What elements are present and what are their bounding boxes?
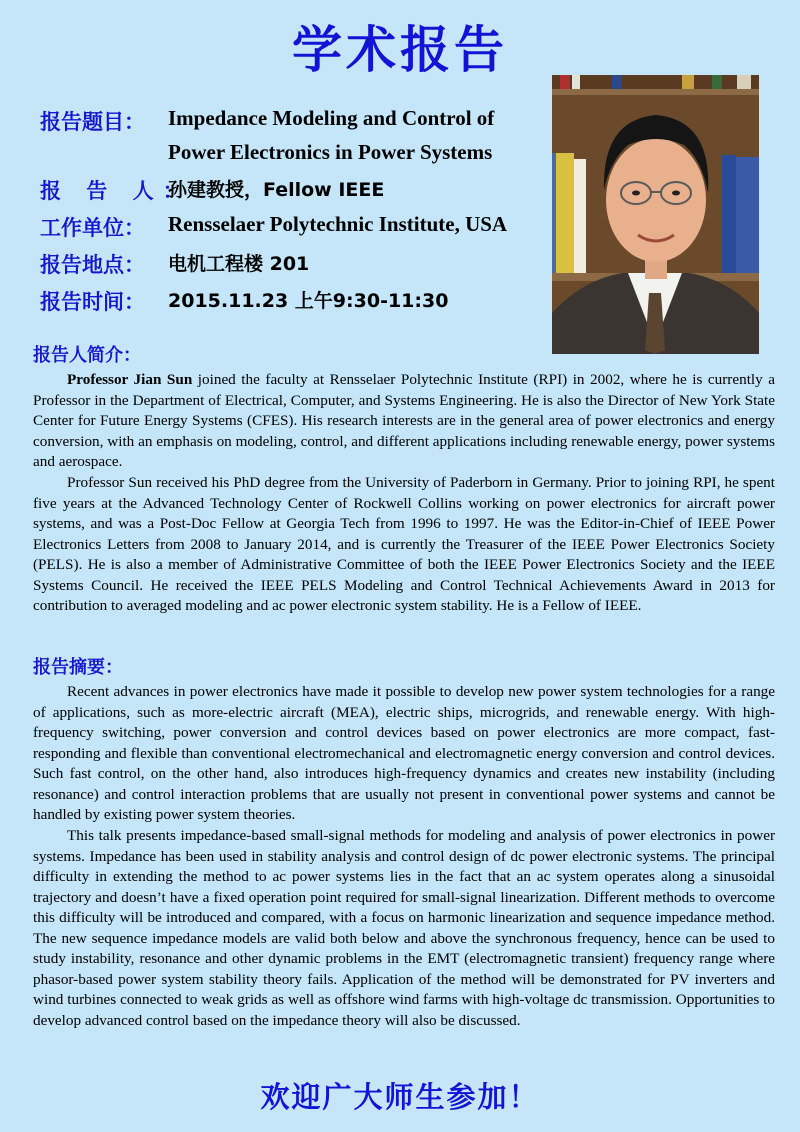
- topic-line-2: Power Electronics in Power Systems: [168, 140, 493, 164]
- bio-paragraph-1-text: joined the faculty at Rensselaer Polytechnic Institute (RPI) in 2002, where he is currently a Professor in the Department of Electrical, Computer, and Systems Engineering. He is also the Director of New York State Center for Future Energy Systems (CFES). His research interests are in the general area of power electronics and energy conversion, with an emphasis on modeling, control, and different applications including renewable energy, power systems and aerospace.: [33, 371, 775, 470]
- topic-row-2: [168, 140, 492, 165]
- abstract-heading: 报告摘要：: [33, 657, 123, 678]
- location-label: 报告地点：: [40, 253, 145, 277]
- affiliation-label: 工作单位：: [40, 216, 145, 240]
- affiliation-value: Rensselaer Polytechnic Institute, USA: [168, 212, 508, 236]
- topic-label: 报告题目：: [40, 110, 145, 134]
- speaker-row: [40, 175, 384, 205]
- speaker-value: 孙建教授，Fellow IEEE: [168, 179, 385, 201]
- location-row: [40, 249, 309, 279]
- bio-paragraph-1: [33, 370, 775, 473]
- speaker-label: 报 告 人：: [40, 179, 193, 203]
- affiliation-row: [40, 212, 507, 242]
- bio-paragraph-2: Professor Sun received his PhD degree from the University of Paderborn in Germany. Prior to joining RPI, he spent five years at the Advanced Technology Center of Rockwell Collins working on power electronics for aircraft power systems, and was a Post-Doc Fellow at Georgia Tech from 1996 to 1997. He was the Editor-in-Chief of IEEE Power Electronics Letters from 2008 to January 2014, and is currently the Treasurer of the IEEE Power Electronics Society (PELS). He is also a member of Administrative Committee of both the IEEE Power Electronics Society and the IEEE Systems Council. He received the IEEE PELS Modeling and Control Technical Achievements Award in 2013 for contribution to averaged modeling and ac power electronic system stability. He is a Fellow of IEEE.: [33, 474, 775, 614]
- speaker-portrait-illustration: [552, 75, 759, 354]
- time-row: [40, 286, 448, 316]
- time-value: 2015.11.23 上午9:30-11:30: [168, 290, 449, 312]
- time-label: 报告时间：: [40, 290, 145, 314]
- speaker-name: Professor Jian Sun: [67, 371, 193, 388]
- abstract-paragraph-2: This talk presents impedance-based small-signal methods for modeling and analysis of power electronics in power systems. Impedance has been used in stability analysis and control design of dc power electronic systems. The principal difficulty in extending the method to ac power systems lies in the fact that an ac system operates along a sinusoidal trajectory and doesn’t have a fixed operation point required for small-signal linearization. Different methods to overcome this difficulty will be introduced and compared, with a focus on harmonic linearization and sequence impedance method. The new sequence impedance models are valid both below and above the synchronous frequency, hence can be used to study instability, resonance and other dynamic problems in the EMT (electromagnetic transient) frequency range where phasor-based power system stability theory fails. Application of the method will be demonstrated for PV inverters and wind turbines connected to weak grids as well as offshore wind farms with high-voltage dc transmission. Opportunities to develop advanced control based on the impedance theory will also be discussed.: [33, 827, 775, 1029]
- closing-invitation: 欢迎广大师生参加！: [260, 1080, 540, 1114]
- location-value: 电机工程楼 201: [168, 253, 310, 275]
- topic-row: [40, 106, 494, 136]
- topic-line-1: Impedance Modeling and Control of: [168, 106, 495, 130]
- abstract-paragraph-1: Recent advances in power electronics have made it possible to develop new power system technologies for a range of applications, such as more-electric aircraft (MEA), electric ships, microgrids, and renewable energy. With high-frequency switching, power conversion and control devices based on power electronics are more compact, fast-responding and flexible than conventional electromechanical and electromagnetic energy conversion and control devices. Such fast control, on the other hand, also introduces high-frequency dynamics and creates new instability (including resonance) and control interaction problems that are usually not present in conventional power systems and cannot be handled by existing power system theories.: [33, 683, 775, 823]
- page-title: 学术报告: [292, 21, 508, 79]
- speaker-photo: [552, 75, 759, 354]
- bio-heading: 报告人简介：: [33, 345, 141, 366]
